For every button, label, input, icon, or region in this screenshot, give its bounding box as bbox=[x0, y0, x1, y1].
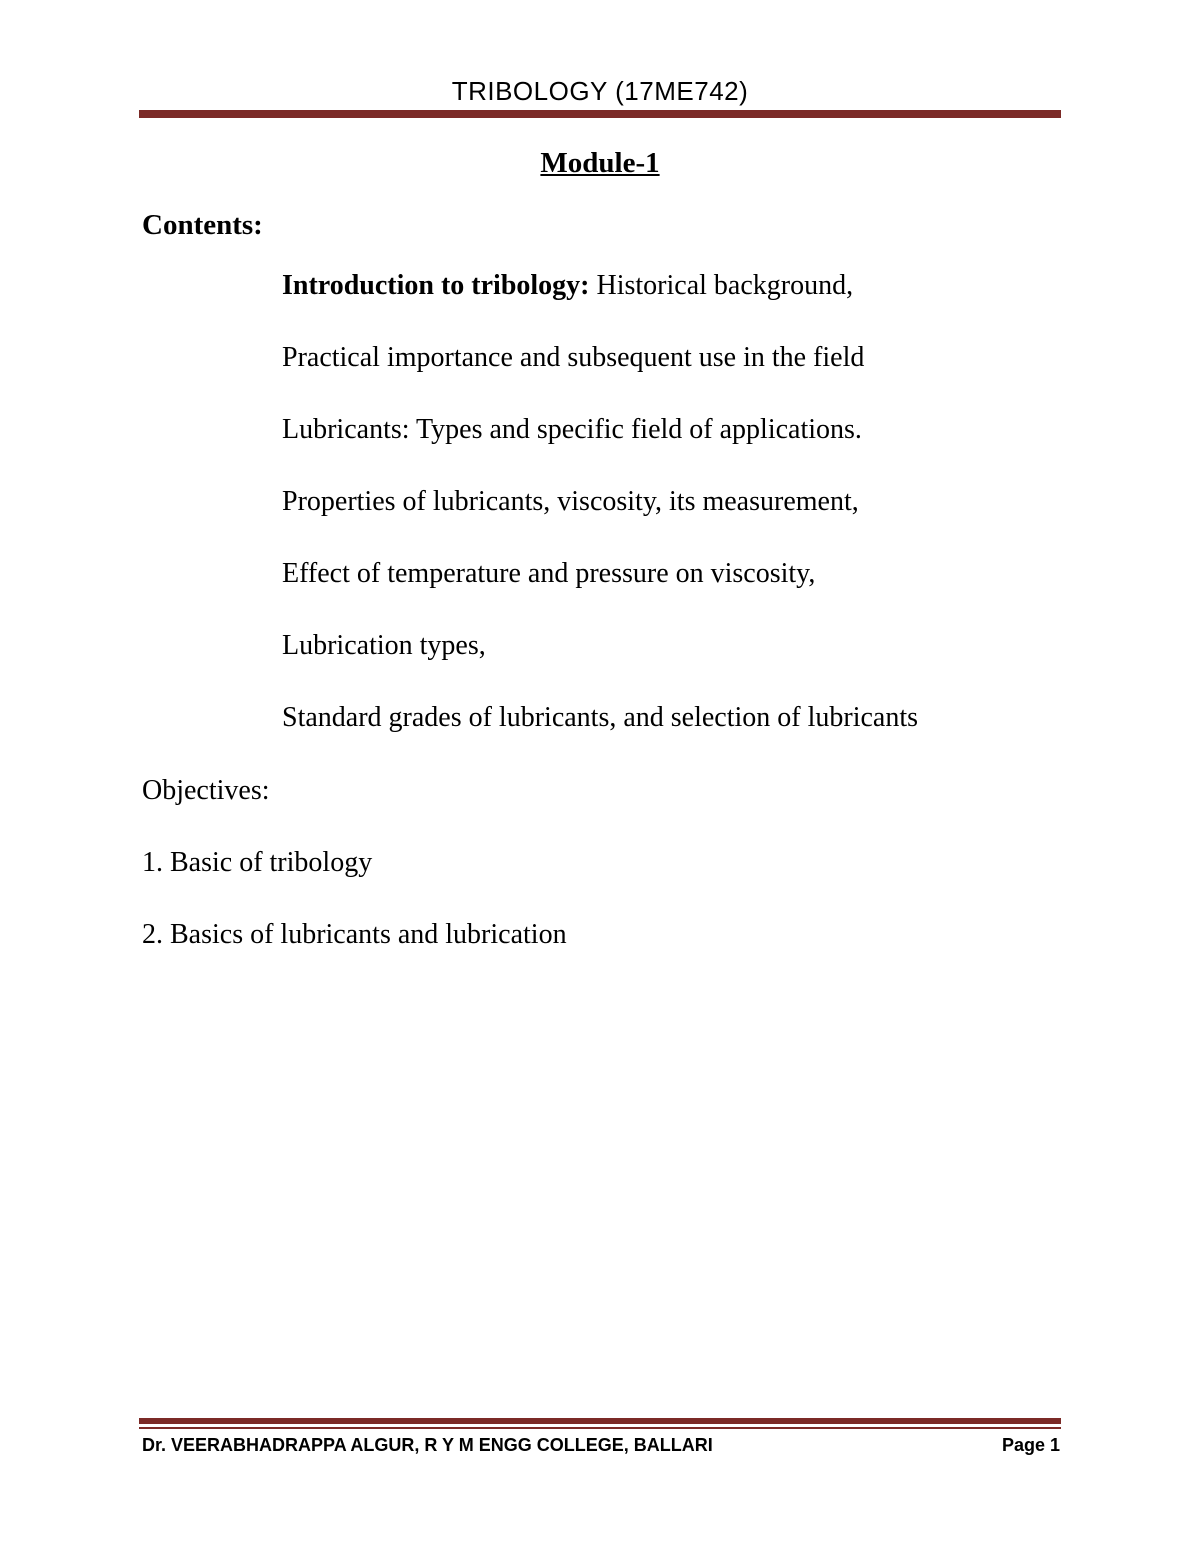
footer-rule-thin bbox=[139, 1427, 1061, 1429]
contents-item: Lubricants: Types and specific field of applications. bbox=[282, 414, 862, 445]
objective-item: 2. Basics of lubricants and lubrication bbox=[142, 919, 567, 950]
contents-list bbox=[282, 268, 918, 772]
contents-item-lead: Introduction to tribology: bbox=[282, 270, 590, 301]
objective-item: 1. Basic of tribology bbox=[142, 847, 373, 878]
header-title: TRIBOLOGY (17ME742) bbox=[451, 76, 749, 106]
page-number: Page 1 bbox=[1001, 1435, 1060, 1455]
footer-author: Dr. VEERABHADRAPPA ALGUR, R Y M ENGG COLLEGE, BALLARI bbox=[142, 1435, 713, 1455]
objectives-list bbox=[142, 845, 567, 989]
header-rule bbox=[139, 110, 1061, 118]
contents-item: Practical importance and subsequent use in the field bbox=[282, 342, 865, 373]
contents-item: Standard grades of lubricants, and selection of lubricants bbox=[282, 702, 919, 733]
module-title: Module-1 bbox=[540, 147, 660, 179]
footer-rule bbox=[139, 1418, 1061, 1424]
contents-heading: Contents: bbox=[142, 209, 263, 241]
objectives-heading: Objectives: bbox=[142, 775, 270, 806]
contents-item: Properties of lubricants, viscosity, its measurement, bbox=[282, 486, 859, 517]
contents-item bbox=[282, 268, 918, 340]
contents-item: Lubrication types, bbox=[282, 630, 486, 661]
contents-item-rest: Historical background, bbox=[589, 270, 854, 301]
contents-item: Effect of temperature and pressure on viscosity, bbox=[282, 558, 816, 589]
